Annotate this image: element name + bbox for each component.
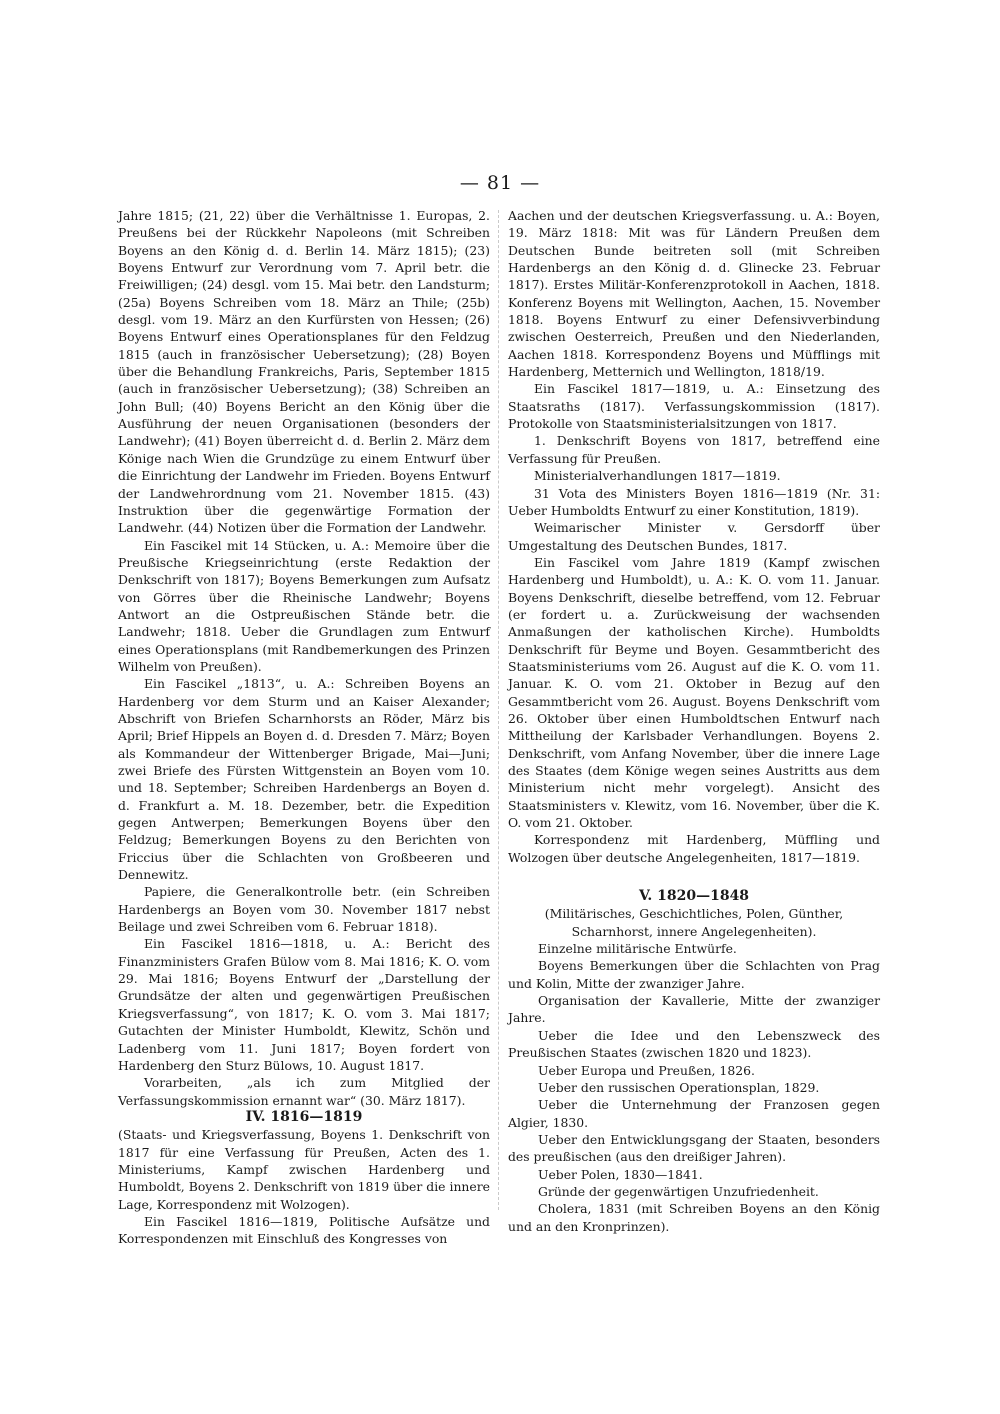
paragraph: Vorarbeiten, „als ich zum Mitglied der Verfassungskommission ernannt war“ (30. März 1817). bbox=[118, 1075, 490, 1108]
right-column-paragraphs bbox=[508, 207, 880, 866]
paragraph: Ein Fascikel vom Jahre 1819 (Kampf zwischen Hardenberg und Humboldt), u. A.: K. O. vom 11. Januar. Boyens Denkschrift, dieselbe betreffend, vom 12. Februar (er fordert u. a. Zurückweisung der wachsenden Anmaßungen der katholischen Kirche). Humboldts Denkschrift für Beyme und Boyen. Gesammtbericht des Staatsministeriums vom 26. August auf die K. O. vom 11. Januar. K. O. vom 21. Oktober in Bezug auf den Gesammtbericht vom 26. August. Boyens Denkschrift vom 26. Oktober über einen Humboldtschen Entwurf nach Mittheilung der Karlsbader Verhandlungen. Boyens 2. Denkschrift, vom Anfang November, über die innere Lage des Staates (dem Könige wegen seines Austritts aus dem Ministerium nicht mehr vorgelegt). Ansicht des Staatsministers v. Klewitz, vom 16. November, über die K. O. vom 21. Oktober. bbox=[508, 554, 880, 831]
paragraph: Ueber den russischen Operationsplan, 1829. bbox=[538, 1079, 820, 1095]
paragraph: Aachen und der deutschen Kriegsverfassung. u. A.: Boyen, 19. März 1818: Mit was für Ländern Preußen dem Deutschen Bunde beitreten soll (mit Schreiben Hardenbergs an den König d. d. Glinecke 23. Februar 1817). Erstes Militär-Konferenzprotokoll in Aachen, 1818. Konferenz Boyens mit Wellington, Aachen, 15. November 1818. Boyens Entwurf zu einer Defensivverbindung zwischen Oesterreich, Preußen und den Niederlanden, Aachen 1818. Korrespondenz Boyens und Müfflings mit Hardenberg, Metternich und Wellington, 1818/19. bbox=[508, 208, 880, 380]
paragraph: Ueber Polen, 1830—1841. bbox=[538, 1166, 703, 1182]
section-heading-v: V. 1820—1848 bbox=[638, 888, 750, 905]
paragraph: Ueber die Idee und den Lebenszweck des Preußischen Staates (zwischen 1820 und 1823). bbox=[508, 1027, 880, 1061]
paragraph: Ueber den Entwicklungsgang der Staaten, besonders des preußischen (aus den dreißiger Jahren). bbox=[508, 1131, 880, 1165]
left-column-paragraphs bbox=[118, 207, 490, 1109]
section-subheading-v: (Militärisches, Geschichtliches, Polen, Günther, Scharnhorst, innere Angelegenheiten). bbox=[544, 906, 844, 939]
paragraph: Ein Fascikel 1816—1819, Politische Aufsätze und Korrespondenzen mit Einschluß des Kongresses von bbox=[118, 1213, 490, 1247]
right-column bbox=[508, 207, 880, 1235]
paragraph: Organisation der Kavallerie, Mitte der zwanziger Jahre. bbox=[508, 993, 880, 1026]
paragraph: Jahre 1815; (21, 22) über die Verhältnisse 1. Europas, 2. Preußens bei der Rückkehr Napoleons (mit Schreiben Boyens an den König d. d. Berlin 14. März 1815); (23) Boyens Entwurf zur Verordnung vom 7. April betr. die Freiwilligen; (24) desgl. vom 15. Mai betr. den Landsturm; (25a) Boyens Schreiben vom 18. März an Thile; (25b) desgl. vom 19. März an den Kurfürsten von Hessen; (26) Boyens Entwurf eines Operationsplanes für den Feldzug 1815 (auch in französischer Uebersetzung); (28) Boyen über die Behandlung Frankreichs, Paris, September 1815 (auch in französischer Uebersetzung); (38) Schreiben an John Bull; (40) Boyens Bericht an den König über die Ausführung der neuen Organisationen (besonders der Landwehr); (41) Boyen überreicht d. d. Berlin 2. März dem Könige nach Wien die Grundzüge zu einem Entwurf über die Einrichtung der Landwehr im Frieden. Boyens Entwurf der Landwehrordnung vom 21. November 1815. (43) Instruktion über die gegenwärtige Formation der Landwehr. (44) Notizen über die Formation der Landwehr. bbox=[118, 208, 490, 536]
paragraph: Ein Fascikel mit 14 Stücken, u. A.: Memoire über die Preußische Kriegseinrichtung (erste Redaktion der Denkschrift von 1817); Boyens Bemerkungen zum Aufsatz von Görres über die Rheinische Landwehr; Boyens Antwort an die Ostpreußischen Stände betr. die Landwehr; 1818. Ueber die Grundlagen zum Entwurf eines Operationsplans (mit Randbemerkungen des Prinzen Wilhelm von Preußen). bbox=[118, 537, 490, 674]
paragraph: Korrespondenz mit Hardenberg, Müffling und Wolzogen über deutsche Angelegenheiten, 1817—1819. bbox=[508, 832, 880, 865]
column-divider bbox=[498, 210, 499, 1210]
paragraph: Boyens Bemerkungen über die Schlachten von Prag und Kolin, Mitte der zwanziger Jahre. bbox=[508, 958, 880, 991]
right-column-after-paragraphs bbox=[508, 940, 880, 1235]
left-column bbox=[118, 207, 490, 1248]
paragraph: Ein Fascikel „1813“, u. A.: Schreiben Boyens an Hardenberg vor dem Sturm und an Kaiser Alexander; Abschrift von Briefen Scharnhorsts an Röder, März bis April; Brief Hippels an Boyen d. d. Dresden 7. März; Boyen als Kommandeur der Wittenberger Brigade, Mai—Juni; zwei Briefe des Fürsten Wittgenstein an Boyen vom 10. und 18. September; Schreiben Hardenbergs an Boyen d. d. Frankfurt a. M. 18. Dezember, betr. die Expedition gegen Antwerpen; Bemerkungen Boyens über den Feldzug; Bemerkungen Boyens zu den Berichten von Friccius über die Schlachten von Großbeeren und Dennewitz. bbox=[118, 676, 490, 883]
paragraph: 1. Denkschrift Boyens von 1817, betreffend eine Verfassung für Preußen. bbox=[508, 433, 880, 466]
paragraph: Ueber die Unternehmung der Franzosen gegen Algier, 1830. bbox=[508, 1097, 880, 1130]
left-column-after-paragraphs bbox=[118, 1126, 490, 1247]
paragraph: 31 Vota des Ministers Boyen 1816—1819 (Nr. 31: Ueber Humboldts Entwurf zu einer Konstitution, 1819). bbox=[508, 485, 880, 518]
paragraph: Papiere, die Generalkontrolle betr. (ein Schreiben Hardenbergs an Boyen vom 30. November 1817 nebst Beilage und zwei Schreiben vom 6. Februar 1818). bbox=[118, 884, 490, 935]
paragraph: Einzelne militärische Entwürfe. bbox=[538, 941, 737, 957]
paragraph: (Staats- und Kriegsverfassung, Boyens 1. Denkschrift von 1817 für eine Verfassung für Preußen, Acten des 1. Ministeriums, Kampf zwischen Hardenberg und Humboldt, Boyens 2. Denkschrift von 1819 über die innere Lage, Korrespondenz mit Wolzogen). bbox=[118, 1127, 490, 1212]
page-number: — 81 — bbox=[459, 172, 541, 194]
paragraph: Ein Fascikel 1817—1819, u. A.: Einsetzung des Staatsraths (1817). Verfassungskommission (1817). Protokolle von Staatsministerialsitzungen von 1817. bbox=[508, 381, 880, 432]
paragraph: Gründe der gegenwärtigen Unzufriedenheit. bbox=[538, 1183, 819, 1199]
paragraph: Ueber Europa und Preußen, 1826. bbox=[538, 1062, 755, 1078]
paragraph: Weimarischer Minister v. Gersdorff über Umgestaltung des Deutschen Bundes, 1817. bbox=[508, 520, 880, 553]
paragraph: Ein Fascikel 1816—1818, u. A.: Bericht des Finanzministers Grafen Bülow vom 8. Mai 1816; K. O. vom 29. Mai 1816; Boyens Entwurf der „Darstellung der Grundsätze der alten und gegenwärtigen Preußischen Kriegsverfassung“, von 1817; K. O. vom 3. Mai 1817; Gutachten der Minister Humboldt, Klewitz, Schön und Ladenberg vom 11. Juni 1817; Boyen fordert von Hardenberg den Sturz Bülows, 10. August 1817. bbox=[118, 936, 490, 1073]
paragraph: Cholera, 1831 (mit Schreiben Boyens an den König und an den Kronprinzen). bbox=[508, 1201, 880, 1234]
section-heading-iv: IV. 1816—1819 bbox=[245, 1108, 363, 1125]
paragraph: Ministerialverhandlungen 1817—1819. bbox=[534, 468, 781, 484]
